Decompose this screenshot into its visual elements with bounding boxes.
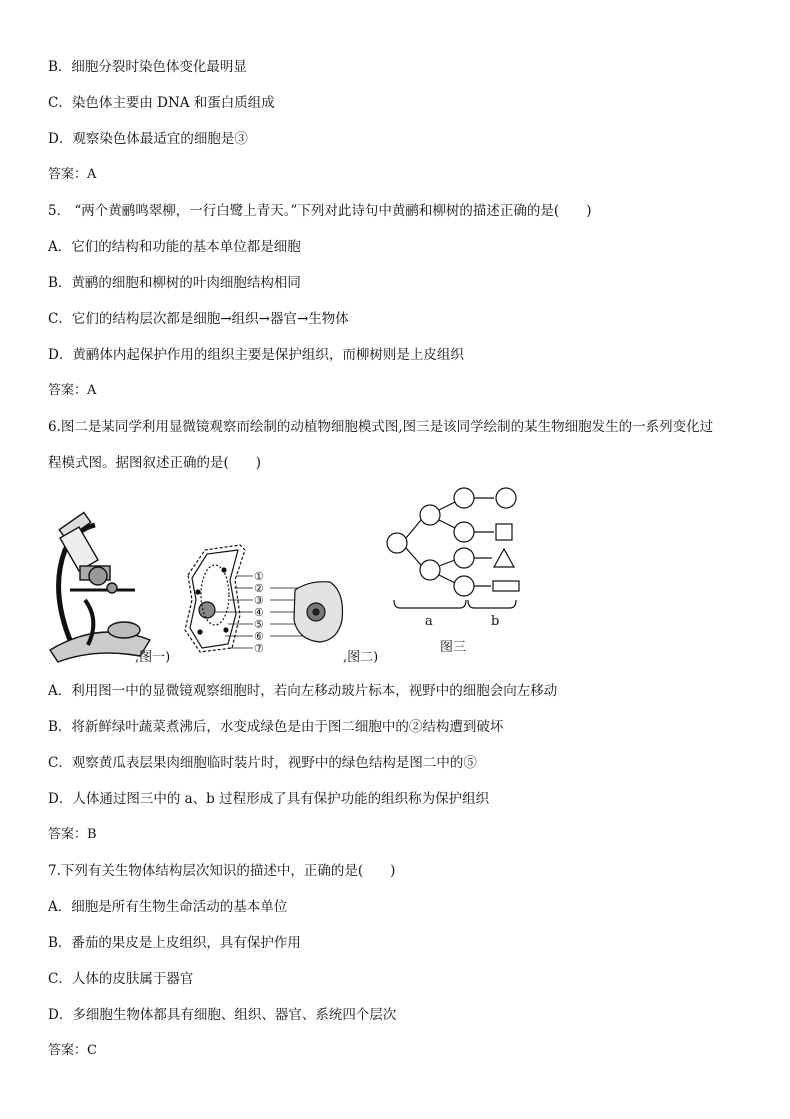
option-d-q6: D．人体通过图三中的 a、b 过程形成了具有保护功能的组织称为保护组织 — [48, 791, 490, 807]
option-d-q7: D．多细胞生物体都具有细胞、组织、器官、系统四个层次 — [48, 1007, 397, 1023]
option-d-q4: D．观察染色体最适宜的细胞是③ — [48, 131, 248, 147]
question-6-line-1: 6.图二是某同学利用显微镜观察而绘制的动植物细胞模式图,图三是该同学绘制的某生物细胞发生的一系列变化过 — [48, 419, 714, 435]
process-diagram — [387, 488, 519, 608]
option-a-q5: A．它们的结构和功能的基本单位都是细胞 — [48, 239, 301, 255]
answer-q5: 答案：A — [48, 383, 97, 398]
fig1-label: ,图一) — [135, 650, 171, 665]
question-6-line-2: 程模式图。据图叙述正确的是( ) — [48, 455, 262, 471]
option-b-q6: B．将新鲜绿叶蔬菜煮沸后，水变成绿色是由于图二细胞中的②结构遭到破坏 — [48, 719, 504, 735]
cell-number-6: ⑥ — [254, 630, 264, 643]
question-5: 5． “两个黄鹂鸣翠柳，一行白鹭上青天。”下列对此诗句中黄鹂和柳树的描述正确的是( ) — [48, 203, 592, 219]
question-6-figure — [40, 480, 760, 670]
option-c-q6: C．观察黄瓜表层果肉细胞临时装片时，视野中的绿色结构是图二中的⑤ — [48, 755, 477, 771]
cell-number-2: ② — [254, 582, 264, 595]
option-c-q5: C．它们的结构层次都是细胞→组织→器官→生物体 — [48, 311, 349, 327]
question-7: 7.下列有关生物体结构层次知识的描述中，正确的是( ) — [48, 863, 396, 879]
process-label-b: b — [491, 614, 500, 629]
animal-cell-drawing — [294, 582, 343, 642]
fig3-label: 图三 — [440, 640, 467, 655]
cell-number-7: ⑦ — [254, 642, 264, 655]
option-c-q4: C．染色体主要由 DNA 和蛋白质组成 — [48, 95, 275, 111]
cell-number-4: ④ — [254, 606, 264, 619]
answer-q7: 答案：C — [48, 1043, 97, 1058]
option-b-q5: B．黄鹂的细胞和柳树的叶肉细胞结构相同 — [48, 275, 301, 291]
cell-number-5: ⑤ — [254, 618, 264, 631]
microscope-drawing — [50, 512, 150, 662]
process-label-a: a — [425, 614, 433, 629]
fig2-label: ,图二) — [343, 650, 379, 665]
option-b-q4: B．细胞分裂时染色体变化最明显 — [48, 59, 247, 75]
option-a-q6: A．利用图一中的显微镜观察细胞时，若向左移动玻片标本，视野中的细胞会向左移动 — [48, 683, 558, 699]
cell-number-3: ③ — [254, 594, 264, 607]
option-a-q7: A．细胞是所有生物生命活动的基本单位 — [48, 899, 288, 915]
answer-q6: 答案：B — [48, 827, 97, 842]
option-b-q7: B．番茄的果皮是上皮组织，具有保护作用 — [48, 935, 301, 951]
cell-number-1: ① — [254, 570, 264, 583]
figure-svg — [40, 480, 760, 670]
option-d-q5: D．黄鹂体内起保护作用的组织主要是保护组织，而柳树则是上皮组织 — [48, 347, 464, 363]
answer-q4: 答案：A — [48, 167, 97, 182]
option-c-q7: C．人体的皮肤属于器官 — [48, 971, 194, 987]
